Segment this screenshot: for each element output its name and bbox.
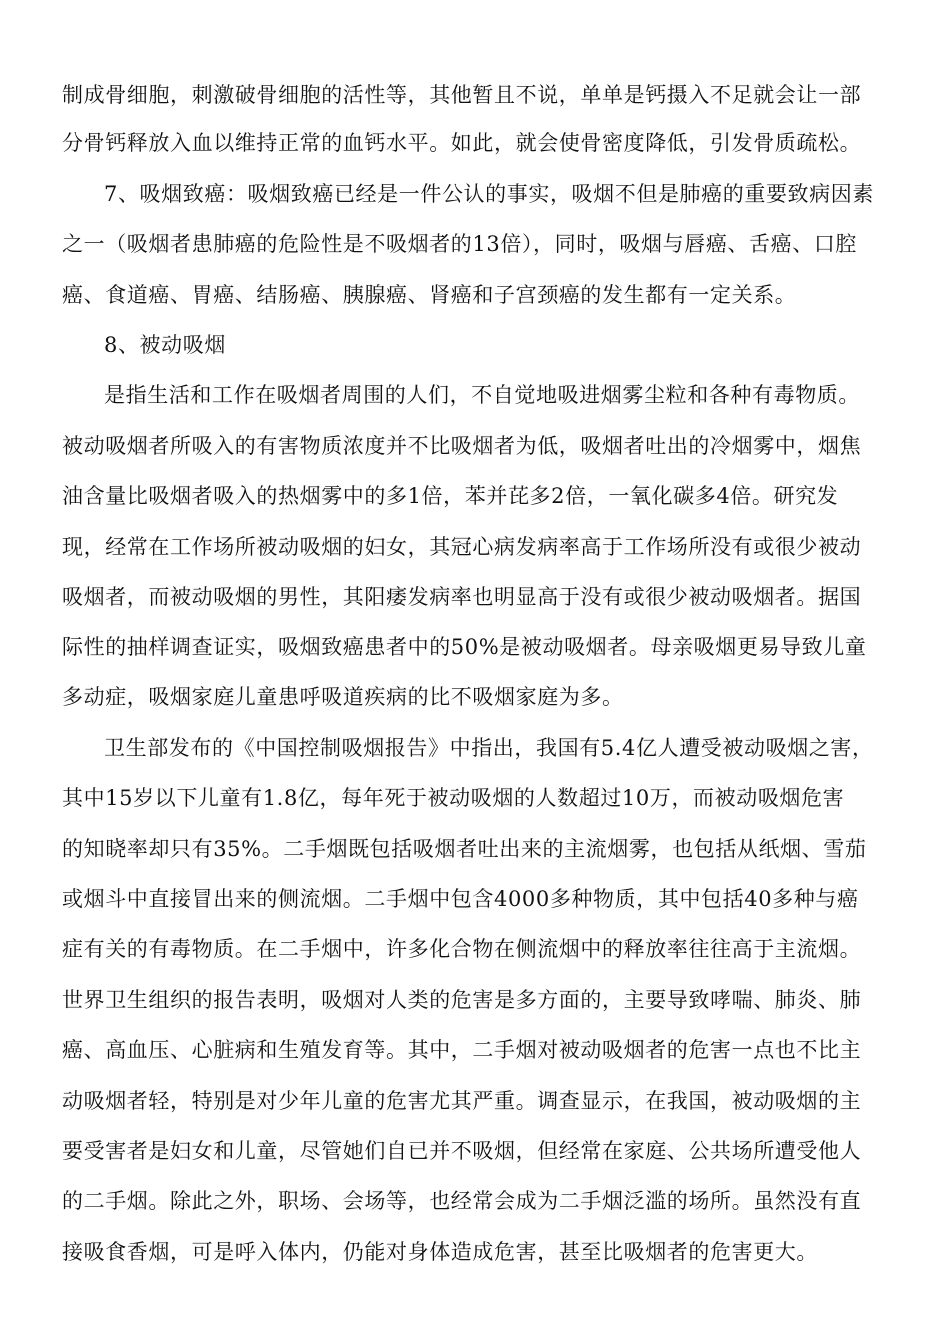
- text-line: 制成骨细胞，刺激破骨细胞的活性等，其他暂且不说，单单是钙摄入不足就会让一部: [62, 83, 862, 107]
- text-line: 之一（吸烟者患肺癌的危险性是不吸烟者的13倍），同时，吸烟与唇癌、舌癌、口腔: [62, 232, 858, 256]
- section-heading: 8、被动吸烟: [104, 333, 226, 357]
- text-line: 7、吸烟致癌：吸烟致癌已经是一件公认的事实，吸烟不但是肺癌的重要致病因素: [104, 182, 874, 206]
- text-line: 要受害者是妇女和儿童，尽管她们自已并不吸烟，但经常在家庭、公共场所遭受他人: [62, 1139, 862, 1163]
- text-line: 被动吸烟者所吸入的有害物质浓度并不比吸烟者为低，吸烟者吐出的冷烟雾中，烟焦: [62, 434, 862, 458]
- text-line: 的知晓率却只有35%。二手烟既包括吸烟者吐出来的主流烟雾，也包括从纸烟、雪茄: [62, 837, 867, 861]
- text-line: 世界卫生组织的报告表明，吸烟对人类的危害是多方面的，主要导致哮喘、肺炎、肺: [62, 988, 862, 1012]
- text-line: 吸烟者，而被动吸烟的男性，其阳痿发病率也明显高于没有或很少被动吸烟者。据国: [62, 585, 862, 609]
- text-line: 动吸烟者轻，特别是对少年儿童的危害尤其严重。调查显示，在我国，被动吸烟的主: [62, 1089, 862, 1113]
- text-line: 或烟斗中直接冒出来的侧流烟。二手烟中包含4000多种物质，其中包括40多种与癌: [62, 887, 859, 911]
- text-line: 癌、高血压、心脏病和生殖发育等。其中，二手烟对被动吸烟者的危害一点也不比主: [62, 1038, 862, 1062]
- text-line: 多动症，吸烟家庭儿童患呼吸道疾病的比不吸烟家庭为多。: [62, 685, 624, 709]
- text-line: 油含量比吸烟者吸入的热烟雾中的多1倍，苯并芘多2倍，一氧化碳多4倍。研究发: [62, 484, 839, 508]
- text-line: 分骨钙释放入血以维持正常的血钙水平。如此，就会使骨密度降低，引发骨质疏松。: [62, 131, 862, 155]
- text-line: 是指生活和工作在吸烟者周围的人们，不自觉地吸进烟雾尘粒和各种有毒物质。: [104, 383, 860, 407]
- text-line: 其中15岁以下儿童有1.8亿，每年死于被动吸烟的人数超过10万，而被动吸烟危害: [62, 786, 845, 810]
- text-line: 症有关的有毒物质。在二手烟中，许多化合物在侧流烟中的释放率往往高于主流烟。: [62, 937, 862, 961]
- text-line: 癌、食道癌、胃癌、结肠癌、胰腺癌、肾癌和子宫颈癌的发生都有一定关系。: [62, 283, 797, 307]
- text-line: 卫生部发布的《中国控制吸烟报告》中指出，我国有5.4亿人遭受被动吸烟之害，: [104, 736, 874, 760]
- text-line: 的二手烟。除此之外，职场、会场等，也经常会成为二手烟泛滥的场所。虽然没有直: [62, 1189, 862, 1213]
- text-line: 际性的抽样调查证实，吸烟致癌患者中的50%是被动吸烟者。母亲吸烟更易导致儿童: [62, 635, 867, 659]
- text-line: 现，经常在工作场所被动吸烟的妇女，其冠心病发病率高于工作场所没有或很少被动: [62, 535, 862, 559]
- text-line: 接吸食香烟，可是呼入体内，仍能对身体造成危害，甚至比吸烟者的危害更大。: [62, 1240, 818, 1264]
